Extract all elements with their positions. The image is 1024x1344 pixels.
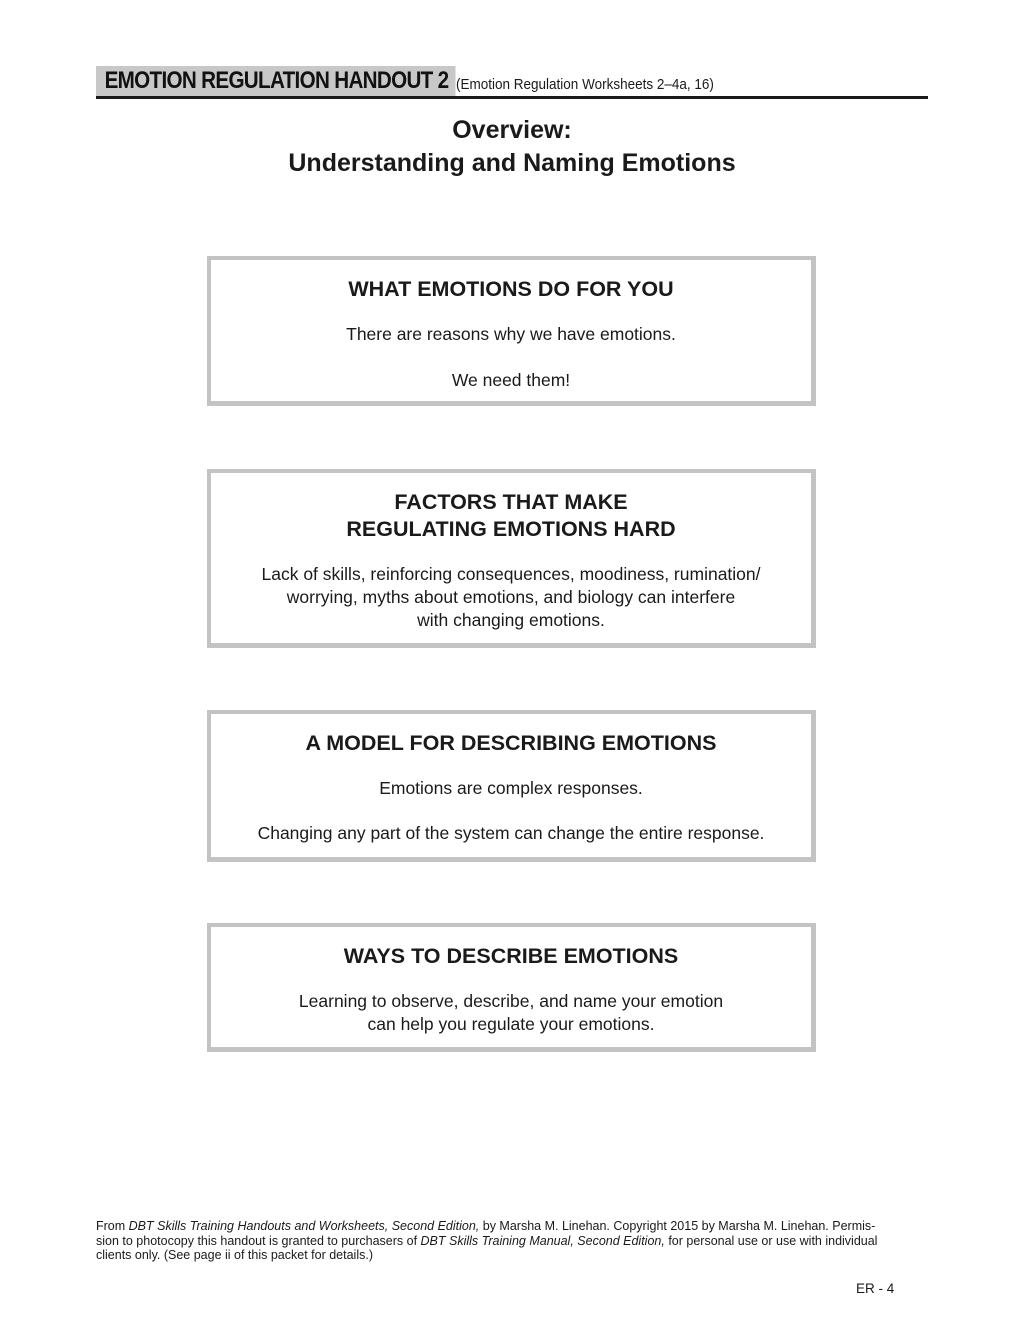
paragraph-line: We need them! xyxy=(451,370,571,390)
section-box-model xyxy=(207,710,816,862)
section-paragraph xyxy=(211,323,811,346)
worksheet-reference: (Emotion Regulation Worksheets 2–4a, 16) xyxy=(455,76,714,93)
footer-line-1 xyxy=(96,1219,930,1234)
section-heading xyxy=(211,730,811,757)
section-paragraph xyxy=(211,822,811,845)
book-title: DBT Skills Training Manual, Second Edition, xyxy=(420,1233,665,1248)
section-box-what-emotions-do xyxy=(207,256,816,406)
heading-line: A MODEL FOR DESCRIBING EMOTIONS xyxy=(305,731,717,755)
page-number: ER - 4 xyxy=(856,1281,895,1296)
handout-label: EMOTION REGULATION HANDOUT 2 xyxy=(96,66,455,96)
paragraph-line: Emotions are complex responses. xyxy=(379,778,643,798)
section-paragraph xyxy=(211,563,811,632)
footer-line-3: clients only. (See page ii of this packet for details.) xyxy=(96,1248,373,1262)
paragraph-line: Lack of skills, reinforcing consequences, moodiness, rumination/ xyxy=(261,564,761,584)
footer-text: From xyxy=(96,1219,129,1233)
paragraph-line: There are reasons why we have emotions. xyxy=(346,324,676,344)
book-title: DBT Skills Training Handouts and Worksheets, Second Edition, xyxy=(128,1219,480,1233)
heading-line: REGULATING EMOTIONS HARD xyxy=(346,517,676,541)
section-box-factors xyxy=(207,469,816,648)
heading-line: FACTORS THAT MAKE xyxy=(394,490,628,514)
section-heading xyxy=(211,943,811,970)
paragraph-line: worrying, myths about emotions, and biology can interfere xyxy=(286,587,736,607)
section-heading xyxy=(211,276,811,303)
section-box-ways-to-describe xyxy=(207,923,816,1052)
footer-line-2 xyxy=(96,1234,930,1249)
heading-line: WAYS TO DESCRIBE EMOTIONS xyxy=(343,944,679,968)
copyright-footer xyxy=(96,1219,930,1263)
paragraph-line: Learning to observe, describe, and name your emotion xyxy=(298,991,724,1011)
section-paragraph xyxy=(211,990,811,1036)
footer-text: sion to photocopy this handout is granted to purchasers of xyxy=(96,1233,421,1248)
footer-text: by Marsha M. Linehan. Copyright 2015 by Marsha M. Linehan. Permis- xyxy=(479,1219,876,1233)
paragraph-line: can help you regulate your emotions. xyxy=(367,1014,655,1034)
section-paragraph xyxy=(211,777,811,800)
paragraph-line: Changing any part of the system can change the entire response. xyxy=(257,823,765,843)
paragraph-line: with changing emotions. xyxy=(417,610,605,630)
section-paragraph xyxy=(211,369,811,392)
title-line-1: Overview: xyxy=(452,116,572,144)
handout-header xyxy=(96,66,928,99)
section-heading xyxy=(211,489,811,543)
footer-text: for personal use or use with individual xyxy=(664,1233,878,1248)
page-title xyxy=(0,114,1024,180)
title-line-2: Understanding and Naming Emotions xyxy=(288,149,736,177)
heading-line: WHAT EMOTIONS DO FOR YOU xyxy=(348,277,674,301)
